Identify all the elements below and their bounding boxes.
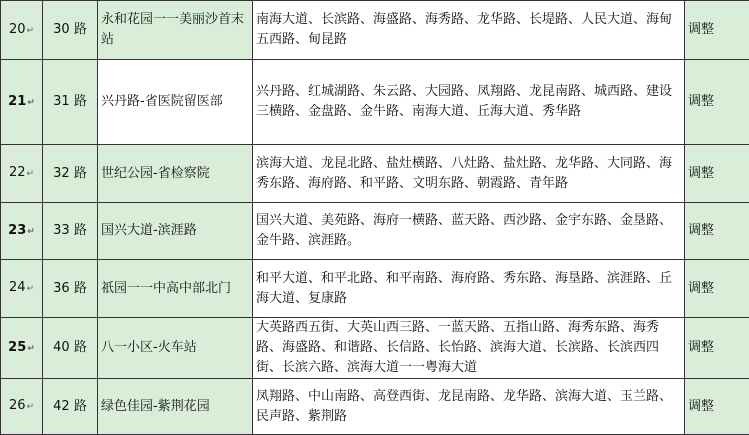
route-endpoints: 国兴大道-滨涯路 [98, 203, 253, 260]
row-number-cell [1, 1, 43, 60]
paragraph-mark-icon: ↵ [27, 284, 35, 294]
table-row [1, 260, 749, 318]
row-number: 21 [8, 94, 26, 109]
route-status: 调整 [685, 203, 749, 260]
paragraph-mark-icon: ↵ [27, 402, 35, 412]
row-number-cell [1, 260, 43, 318]
route-number: 36 路 [43, 260, 98, 318]
paragraph-mark-icon: ↵ [27, 98, 35, 108]
route-streets: 滨海大道、龙昆北路、盐灶横路、八灶路、盐灶路、龙华路、大同路、海秀东路、海府路、和平路、文明东路、朝霞路、青年路 [253, 145, 685, 203]
route-status: 调整 [685, 379, 749, 435]
route-streets: 南海大道、长滨路、海盛路、海秀路、龙华路、长堤路、人民大道、海甸五西路、甸昆路 [253, 1, 685, 60]
row-number: 23 [8, 223, 26, 238]
table-row [1, 318, 749, 379]
route-endpoints: 永和花园一一美丽沙首末站 [98, 1, 253, 60]
route-streets: 国兴大道、美苑路、海府一横路、蓝天路、西沙路、金宇东路、金垦路、金牛路、滨涯路。 [253, 203, 685, 260]
route-endpoints: 世纪公园-省检察院 [98, 145, 253, 203]
route-status: 调整 [685, 318, 749, 379]
row-number: 25 [8, 340, 26, 355]
paragraph-mark-icon: ↵ [27, 227, 35, 237]
table-row [1, 60, 749, 145]
route-endpoints: 祇园一一中高中部北门 [98, 260, 253, 318]
row-number: 26 [9, 398, 26, 413]
route-status: 调整 [685, 145, 749, 203]
route-number: 32 路 [43, 145, 98, 203]
paragraph-mark-icon: ↵ [27, 344, 35, 354]
row-number-cell [1, 203, 43, 260]
route-streets: 兴丹路、红城湖路、朱云路、大园路、凤翔路、龙昆南路、城西路、建设三横路、金盘路、金牛路、南海大道、丘海大道、秀华路 [253, 60, 685, 145]
row-number-cell [1, 145, 43, 203]
route-status: 调整 [685, 260, 749, 318]
route-streets: 大英路西五街、大英山西三路、一蓝天路、五指山路、海秀东路、海秀路、海盛路、和谐路、长信路、长怡路、滨海大道、长滨路、长滨西四街、长滨六路、滨海大道一一粤海大道 [253, 318, 685, 379]
paragraph-mark-icon: ↵ [27, 26, 35, 36]
table-row [1, 379, 749, 435]
route-number: 30 路 [43, 1, 98, 60]
row-number: 20 [9, 22, 26, 37]
route-endpoints: 八一小区-火车站 [98, 318, 253, 379]
route-endpoints: 兴丹路-省医院留医部 [98, 60, 253, 145]
table-row [1, 145, 749, 203]
route-number: 31 路 [43, 60, 98, 145]
route-number: 40 路 [43, 318, 98, 379]
row-number-cell [1, 60, 43, 145]
row-number: 22 [9, 165, 26, 180]
route-number: 33 路 [43, 203, 98, 260]
table-row [1, 1, 749, 60]
route-status: 调整 [685, 1, 749, 60]
row-number: 24 [9, 280, 26, 295]
row-number-cell [1, 379, 43, 435]
route-streets: 凤翔路、中山南路、高登西街、龙昆南路、龙华路、滨海大道、玉兰路、民声路、紫荆路 [253, 379, 685, 435]
paragraph-mark-icon: ↵ [27, 169, 35, 179]
table-row [1, 203, 749, 260]
route-streets: 和平大道、和平北路、和平南路、海府路、秀东路、海垦路、滨涯路、丘海大道、复康路 [253, 260, 685, 318]
route-number: 42 路 [43, 379, 98, 435]
route-status: 调整 [685, 60, 749, 145]
route-endpoints: 绿色佳园-紫荆花园 [98, 379, 253, 435]
row-number-cell [1, 318, 43, 379]
